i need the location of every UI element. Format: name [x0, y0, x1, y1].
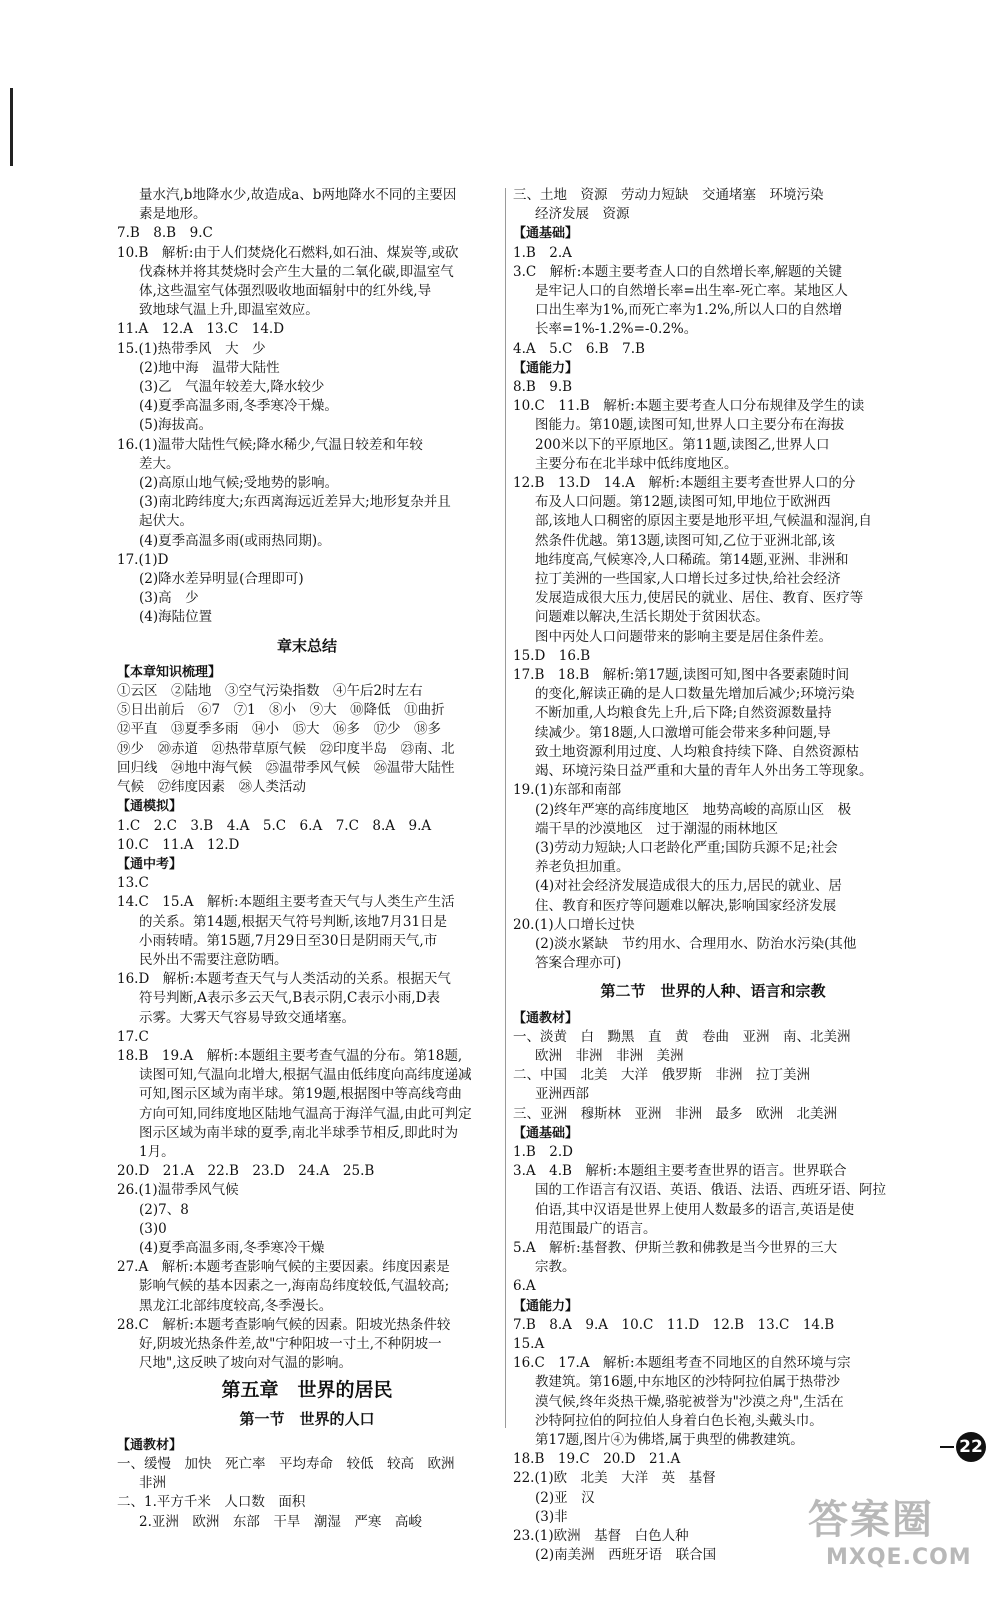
- answer-line: 是牢记人口的自然增长率=出生率-死亡率。某地区人: [535, 283, 848, 300]
- answer-line: 10.B 解析:由于人们焚烧化石燃料,如石油、煤炭等,或砍: [117, 244, 459, 261]
- answer-line: 一、缓慢 加快 死亡率 平均寿命 较低 较高 欧洲: [117, 1456, 455, 1472]
- answer-line: (4)对社会经济发展造成很大的压力,居民的就业、居: [535, 878, 842, 895]
- answer-line: 民外出不需要注意防晒。: [139, 951, 288, 968]
- answer-line: 15.A: [513, 1335, 545, 1352]
- answer-line: 15.(1)热带季风 大 少: [117, 340, 266, 357]
- answer-line: 16.C 17.A 解析:本题组考查不同地区的自然环境与宗: [513, 1355, 851, 1372]
- answer-line: 10.C 11.B 解析:本题主要考查人口分布规律及学生的读: [513, 398, 865, 415]
- answer-line: (4)夏季高温多雨,冬季寒冷干燥: [139, 1239, 325, 1256]
- answer-line: 二、1.平方千米 人口数 面积: [117, 1494, 306, 1511]
- answer-line: 示雾。大雾天气容易导致交通堵塞。: [139, 1009, 355, 1026]
- answer-line: 伐森林并将其焚烧时会产生大量的二氧化碳,即温室气: [139, 263, 454, 280]
- answer-line: 起伏大。: [139, 513, 193, 530]
- watermark-url: MXQE.COM: [826, 1545, 972, 1570]
- answer-line: 不断加重,人均粮食先上升,后下降;自然资源数量持: [535, 705, 832, 722]
- answer-line: 20.D 21.A 22.B 23.D 24.A 25.B: [117, 1163, 375, 1180]
- answer-line: 可知,图示区域为南半球。第19题,根据图中等高线弯曲: [139, 1086, 462, 1103]
- answer-line: 图示区域为南半球的夏季,南北半球季节相反,即此时为: [139, 1124, 459, 1141]
- answer-line: 1.C 2.C 3.B 4.A 5.C 6.A 7.C 8.A 9.A: [117, 817, 432, 834]
- answer-line: (2)高原山地气候;受地势的影响。: [139, 475, 339, 492]
- section-title: 章末总结: [276, 636, 337, 655]
- answer-line: 住、教育和医疗等问题难以解决,影响国家经济发展: [535, 897, 837, 914]
- answer-line: 27.A 解析:本题考查影响气候的主要因素。纬度因素是: [117, 1259, 450, 1276]
- answer-line: 22.(1)欧 北美 大洋 英 基督: [513, 1470, 716, 1487]
- answer-line: 差大。: [139, 455, 180, 472]
- answer-line: 漠气候,终年炎热干燥,骆驼被誉为"沙漠之舟",生活在: [535, 1393, 844, 1410]
- section-title: 第二节 世界的人种、语言和宗教: [600, 982, 826, 1001]
- answer-line: 体,这些温室气体强烈吸收地面辐射中的红外线,导: [139, 283, 432, 300]
- answer-line: 续减少。第18题,人口激增可能会带来多种问题,导: [535, 724, 831, 741]
- answer-line: ⑫平直 ⑬夏季多雨 ⑭小 ⑮大 ⑯多 ⑰少 ⑱多: [117, 721, 441, 738]
- answer-line: (2)淡水紧缺 节约用水、合理用水、防治水污染(其他: [535, 935, 857, 952]
- answer-line: 气候 ㉗纬度因素 ㉘人类活动: [117, 779, 306, 796]
- answer-line: 26.(1)温带季风气候: [117, 1182, 239, 1199]
- page-number-badge: [940, 1430, 986, 1464]
- answer-line: 12.B 13.D 14.A 解析:本题组主要考查世界人口的分: [513, 475, 856, 492]
- answer-line: 三、土地 资源 劳动力短缺 交通堵塞 环境污染: [513, 187, 824, 203]
- answer-line: 第17题,图片④为佛塔,属于典型的佛教建筑。: [535, 1432, 804, 1448]
- answer-line: 17.(1)D: [117, 551, 169, 568]
- answer-line: 1月。: [139, 1143, 175, 1160]
- answer-line: 黑龙江北部纬度较高,冬季漫长。: [139, 1297, 333, 1314]
- answer-line: 20.(1)人口增长过快: [513, 916, 635, 933]
- answer-line: 亚洲西部: [535, 1086, 589, 1103]
- answer-line: (2)南美洲 西班牙语 联合国: [535, 1547, 717, 1564]
- answer-line: 三、亚洲 穆斯林 亚洲 非洲 最多 欧洲 北美洲: [513, 1105, 837, 1122]
- answer-line: (2)亚 汉: [535, 1489, 595, 1506]
- answer-line: 部,该地人口稠密的原因主要是地形平坦,气候温和湿润,自: [535, 513, 872, 530]
- answer-line: 口出生率为1%,而死亡率为1.2%,所以人口的自然增: [535, 302, 843, 319]
- answer-line: 国的工作语言有汉语、英语、俄语、法语、西班牙语、阿拉: [535, 1182, 886, 1199]
- category-tag: 【通基础】: [513, 1125, 579, 1141]
- site-watermark: [808, 1488, 988, 1588]
- answer-line: 15.D 16.B: [513, 647, 591, 664]
- answer-line: ①云区 ②陆地 ③空气污染指数 ④午后2时左右: [117, 683, 423, 700]
- answer-line: 量水汽,b地降水少,故造成a、b两地降水不同的主要因: [139, 187, 457, 203]
- answer-line: 一、淡黄 白 黝黑 直 黄 卷曲 亚洲 南、北美洲: [513, 1028, 851, 1045]
- answer-line: 然条件优越。第13题,读图可知,乙位于亚洲北部,该: [535, 532, 836, 549]
- answer-line: 11.A 12.A 13.C 14.D: [117, 321, 285, 338]
- answer-line: 6.A: [513, 1278, 536, 1295]
- answer-line: 4.A 5.C 6.B 7.B: [513, 340, 645, 357]
- answer-line: 问题难以解决,生活长期处于贫困状态。: [535, 609, 769, 626]
- answer-line: 致土地资源利用过度、人均粮食持续下降、自然资源枯: [535, 743, 859, 760]
- answer-line: (5)海拔高。: [139, 417, 213, 434]
- answer-line: 回归线 ㉔地中海气候 ㉕温带季风气候 ㉖温带大陆性: [117, 759, 455, 776]
- answer-line: (3)劳动力短缺;人口老龄化严重;国防兵源不足;社会: [535, 839, 838, 856]
- page-number-dash: [940, 1446, 954, 1448]
- answer-line: 23.(1)欧洲 基督 白色人种: [513, 1528, 689, 1545]
- answer-line: (4)夏季高温多雨,冬季寒冷干燥。: [139, 398, 338, 415]
- answer-line: ⑲少 ⑳赤道 ㉑热带草原气候 ㉒印度半岛 ㉓南、北: [117, 740, 455, 757]
- answer-line: 的变化,解读正确的是人口数量先增加后减少;环境污染: [535, 686, 855, 703]
- answer-line: (2)终年严寒的高纬度地区 地势高峻的高原山区 极: [535, 801, 852, 818]
- category-tag: 【通能力】: [513, 1298, 579, 1314]
- answer-line: 3.C 解析:本题主要考查人口的自然增长率,解题的关键: [513, 263, 843, 280]
- answer-line: 小雨转晴。第15题,7月29日至30日是阴雨天气,市: [139, 932, 438, 949]
- answer-line: 的关系。第14题,根据天气符号判断,该地7月31日是: [139, 913, 448, 930]
- answer-line: 拉丁美洲的一些国家,人口增长过多过快,给社会经济: [535, 571, 841, 588]
- chapter-title: 第五章 世界的居民: [221, 1379, 393, 1402]
- answer-line: 教建筑。第16题,中东地区的沙特阿拉伯属于热带沙: [535, 1374, 840, 1391]
- answer-line: 二、中国 北美 大洋 俄罗斯 非洲 拉丁美洲: [513, 1067, 810, 1084]
- answer-line: (2)7、8: [139, 1201, 189, 1218]
- category-tag: 【通教材】: [513, 1010, 579, 1026]
- answer-line: 布及人口问题。第12题,读图可知,甲地位于欧洲西: [535, 494, 831, 511]
- answer-line: 1.B 2.A: [513, 244, 572, 261]
- answer-line: 非洲: [139, 1475, 166, 1492]
- answer-line: 素是地形。: [139, 206, 207, 223]
- answer-line: 好,阴坡光热条件差,故"宁种阳坡一寸土,不种阴坡一: [139, 1335, 442, 1352]
- answer-line: (3)高 少: [139, 590, 199, 607]
- answer-line: 8.B 9.B: [513, 379, 573, 396]
- answer-line: 13.C: [117, 875, 149, 892]
- answer-line: 10.C 11.A 12.D: [117, 836, 240, 853]
- answer-line: 经济发展 资源: [535, 206, 630, 223]
- answer-line: 沙特阿拉伯的阿拉伯人身着白色长袍,头戴头巾。: [535, 1412, 823, 1429]
- category-tag: 【本章知识梳理】: [117, 664, 222, 680]
- answer-line: 28.C 解析:本题考查影响气候的因素。阳坡光热条件较: [117, 1316, 451, 1333]
- answer-line: 图中丙处人口问题带来的影响主要是居住条件差。: [535, 628, 832, 645]
- answer-line: (3)乙 气温年较差大,降水较少: [139, 379, 325, 396]
- answer-line: 端干旱的沙漠地区 过于潮湿的雨林地区: [535, 820, 778, 837]
- answer-line: 尺地",这反映了坡向对气温的影响。: [139, 1355, 353, 1372]
- category-tag: 【通教材】: [117, 1437, 183, 1453]
- answer-line: 7.B 8.A 9.A 10.C 11.D 12.B 13.C 14.B: [513, 1316, 835, 1333]
- answer-line: 用范围最广的语言。: [535, 1220, 657, 1237]
- answer-line: 致地球气温上升,即温室效应。: [139, 302, 319, 319]
- answer-line: (3)非: [535, 1508, 568, 1525]
- answer-line: (4)夏季高温多雨(或雨热同期)。: [139, 532, 331, 549]
- answer-line: 图能力。第10题,读图可知,世界人口主要分布在海拔: [535, 417, 845, 434]
- answer-line: 影响气候的基本因素之一,海南岛纬度较低,气温较高;: [139, 1278, 450, 1295]
- category-tag: 【通能力】: [513, 360, 579, 376]
- answer-line: 19.(1)东部和南部: [513, 782, 622, 799]
- answer-line: 养老负担加重。: [535, 859, 630, 876]
- answer-line: 地纬度高,气候寒冷,人口稀疏。第14题,亚洲、非洲和: [535, 551, 849, 568]
- answer-line: 方向可知,同纬度地区陆地气温高于海洋气温,由此可判定: [139, 1105, 472, 1122]
- answer-line: 2.亚洲 欧洲 东部 干旱 潮湿 严寒 高峻: [139, 1513, 422, 1530]
- answer-line: 1.B 2.D: [513, 1143, 574, 1160]
- answer-line: 5.A 解析:基督教、伊斯兰教和佛教是当今世界的三大: [513, 1239, 838, 1256]
- watermark-logo-text: 答案圈: [808, 1497, 934, 1543]
- answer-line: 答案合理亦可): [535, 955, 622, 972]
- answer-line: 17.C: [117, 1028, 149, 1045]
- answer-line: ⑤日出前后 ⑥7 ⑦1 ⑧小 ⑨大 ⑩降低 ⑪曲折: [117, 702, 445, 719]
- category-tag: 【通中考】: [117, 856, 183, 872]
- answer-line: (4)海陆位置: [139, 609, 213, 626]
- answer-line: 17.B 18.B 解析:第17题,读图可知,图中各要素随时间: [513, 667, 850, 684]
- answer-line: 主要分布在北半球中低纬度地区。: [535, 455, 738, 472]
- answer-line: 欧洲 非洲 非洲 美洲: [535, 1047, 684, 1064]
- answer-line: (3)南北跨纬度大;东西离海远近差异大;地形复杂并且: [139, 494, 451, 511]
- answer-line: 16.D 解析:本题考查天气与人类活动的关系。根据天气: [117, 971, 451, 988]
- left-column: [117, 186, 497, 1532]
- answer-line: 发展造成很大压力,使居民的就业、居住、教育、医疗等: [535, 590, 864, 607]
- page-number: 22: [956, 1432, 986, 1462]
- right-column: [513, 186, 913, 1565]
- answer-line: 读图可知,气温向北增大,根据气温由低纬度向高纬度递减: [139, 1067, 472, 1084]
- answer-line: 伯语,其中汉语是世界上使用人数最多的语言,英语是使: [535, 1201, 855, 1218]
- margin-rule: [10, 88, 13, 166]
- answer-line: 18.B 19.C 20.D 21.A: [513, 1451, 681, 1468]
- answer-line: (3)0: [139, 1220, 167, 1237]
- answer-line: (2)地中海 温带大陆性: [139, 359, 280, 376]
- answer-line: 7.B 8.B 9.C: [117, 225, 213, 242]
- answer-line: 14.C 15.A 解析:本题组主要考查天气与人类生产生活: [117, 894, 455, 911]
- category-tag: 【通基础】: [513, 226, 579, 242]
- answer-line: 200米以下的平原地区。第11题,读图乙,世界人口: [535, 436, 830, 453]
- answer-line: 18.B 19.A 解析:本题组主要考查气温的分布。第18题,: [117, 1047, 463, 1064]
- category-tag: 【通模拟】: [117, 799, 183, 815]
- answer-line: 竭、环境污染日益严重和大量的青年人外出务工等现象。: [535, 763, 873, 780]
- answer-line: (2)降水差异明显(合理即可): [139, 571, 304, 588]
- answer-line: 3.A 4.B 解析:本题组主要考查世界的语言。世界联合: [513, 1163, 847, 1180]
- answer-line: 长率=1%-1.2%=-0.2%。: [535, 321, 698, 338]
- column-divider: [505, 188, 506, 1428]
- section-title: 第一节 世界的人口: [239, 1409, 375, 1428]
- answer-line: 符号判断,A表示多云天气,B表示阴,C表示小雨,D表: [139, 990, 440, 1007]
- answer-line: 宗教。: [535, 1259, 576, 1276]
- answer-line: 16.(1)温带大陆性气候;降水稀少,气温日较差和年较: [117, 436, 423, 453]
